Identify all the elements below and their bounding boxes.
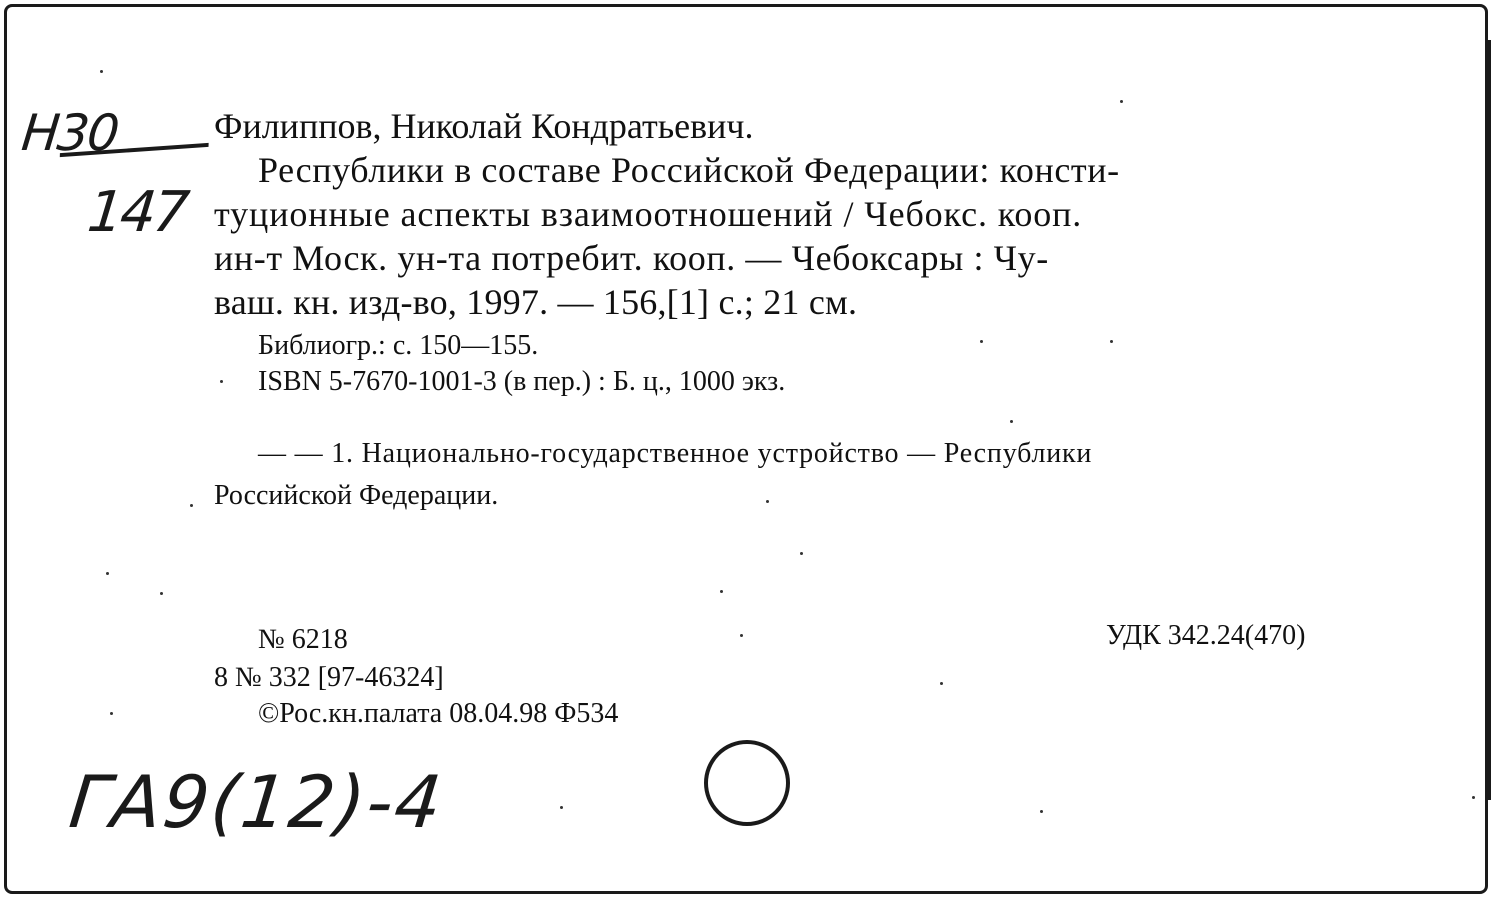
scan-speck [1472, 796, 1475, 799]
card-edge-shadow [1487, 40, 1491, 800]
isbn-note: ISBN 5-7670-1001-3 (в пер.) : Б. ц., 1000 экз. [258, 366, 786, 397]
subject-line-2: Российской Федерации. [214, 480, 499, 511]
scan-speck [1040, 810, 1043, 813]
subject-line-1: — — 1. Национально-государственное устройство — Республики [258, 438, 1093, 469]
scan-speck [160, 592, 163, 595]
title-line-1: Республики в составе Российской Федерации: консти- [258, 150, 1120, 190]
scan-speck [190, 504, 193, 507]
title-line-2: туционные аспекты взаимоотношений / Чебокс. кооп. [214, 194, 1083, 234]
handwritten-shelfmark-bottom: ГА9(12)-4 [65, 760, 448, 844]
handwritten-shelfmark-top [19, 104, 120, 162]
punch-hole-circle [704, 740, 790, 826]
udk-classification: УДК 342.24(470) [1106, 620, 1306, 651]
scan-speck [100, 70, 103, 73]
scan-speck [940, 682, 943, 685]
handwritten-shelfmark-second: 147 [84, 180, 190, 245]
author-heading: Филиппов, Николай Кондратьевич. [214, 106, 754, 146]
title-line-4: ваш. кн. изд-во, 1997. — 156,[1] с.; 21 см. [214, 282, 858, 322]
scan-speck [110, 712, 113, 715]
scan-speck [1120, 100, 1123, 103]
registration-number-2: 8 № 332 [97-46324] [214, 662, 444, 693]
handwritten-shelfmark-top-text: Н30 [18, 104, 121, 162]
scan-speck [106, 572, 109, 575]
scan-speck [220, 380, 223, 383]
bibliography-note: Библиогр.: с. 150—155. [258, 330, 539, 361]
scan-speck [560, 806, 563, 809]
scan-speck [766, 500, 769, 503]
scan-speck [740, 634, 743, 637]
scan-speck [980, 340, 983, 343]
scan-speck [1010, 420, 1013, 423]
scan-speck [720, 590, 723, 593]
title-line-3: ин-т Моск. ун-та потребит. кооп. — Чебоксары : Чу- [214, 238, 1049, 278]
scan-speck [800, 552, 803, 555]
scan-speck [1110, 340, 1113, 343]
book-chamber-imprint: ©Рос.кн.палата 08.04.98 Ф534 [258, 698, 619, 729]
registration-number-1: № 6218 [258, 624, 348, 655]
